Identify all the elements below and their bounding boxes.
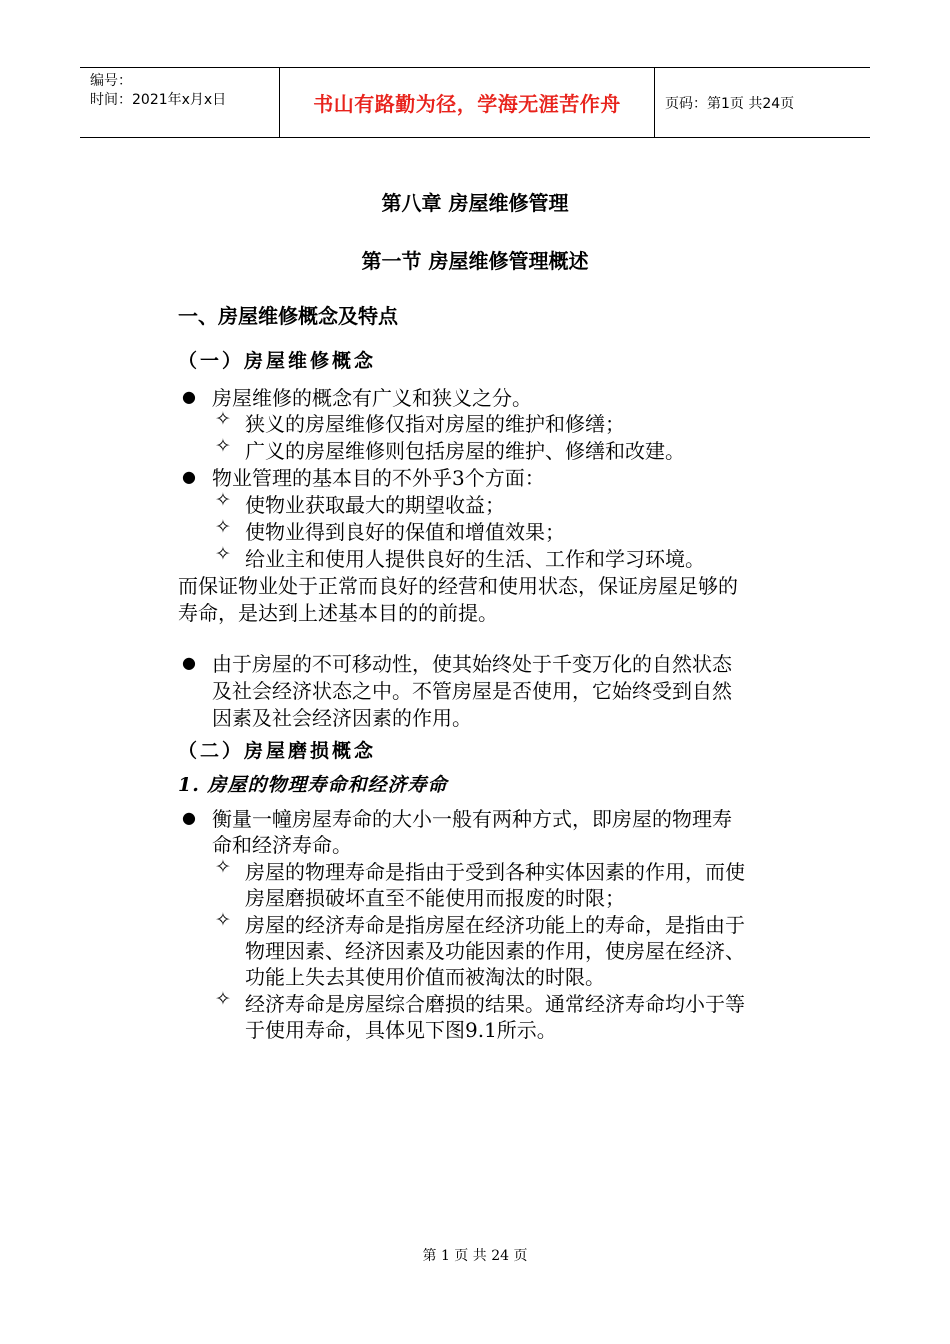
b4-item-2-line: 物理因素、经济因素及功能因素的作用，使房屋在经济、 [245, 939, 745, 963]
bullet-icon: ● [182, 467, 196, 486]
diamond-icon: ✧ [215, 435, 231, 457]
b2-item-3: 给业主和使用人提供良好的生活、工作和学习环境。 [245, 547, 705, 571]
b4-item-2-line: 房屋的经济寿命是指房屋在经济功能上的寿命，是指由于 [245, 913, 745, 937]
diamond-icon: ✧ [215, 408, 231, 430]
b1-item-1: 狭义的房屋维修仅指对房屋的维护和修缮； [245, 412, 625, 436]
b4-item-1-line: 房屋磨损破坏直至不能使用而报废的时限； [245, 886, 625, 910]
diamond-icon: ✧ [215, 909, 231, 931]
b1-item-2: 广义的房屋维修则包括房屋的维护、修缮和改建。 [245, 439, 685, 463]
bullet-3-line: 由于房屋的不可移动性，使其始终处于千变万化的自然状态 [212, 652, 732, 676]
bullet-icon: ● [182, 808, 196, 827]
bullet-4-line: 衡量一幢房屋寿命的大小一般有两种方式，即房屋的物理寿 [212, 807, 732, 831]
bullet-3-line: 因素及社会经济因素的作用。 [212, 706, 472, 730]
chapter-title: 第八章 房屋维修管理 [381, 191, 569, 215]
bullet-2-text: 物业管理的基本目的不外乎3个方面： [212, 466, 545, 490]
header-page-info: 页码：第1页 共24页 [665, 95, 795, 112]
diamond-icon: ✧ [215, 516, 231, 538]
subheading-2: （二）房屋磨损概念 [178, 740, 377, 762]
page-header [80, 67, 870, 138]
b4-item-3-line: 经济寿命是房屋综合磨损的结果。通常经济寿命均小于等 [245, 992, 745, 1016]
b4-item-2-line: 功能上失去其使用价值而被淘汰的时限。 [245, 965, 605, 989]
b2-item-1: 使物业获取最大的期望收益； [245, 493, 505, 517]
diamond-icon: ✧ [215, 489, 231, 511]
b4-item-1-line: 房屋的物理寿命是指由于受到各种实体因素的作用，而使 [245, 860, 745, 884]
paragraph-line: 寿命，是达到上述基本目的的前提。 [178, 601, 498, 625]
b4-item-3-line: 于使用寿命，具体见下图9.1所示。 [245, 1018, 557, 1042]
diamond-icon: ✧ [215, 856, 231, 878]
bullet-icon: ● [182, 387, 196, 406]
number-label: 编号： [90, 73, 132, 89]
item-heading-1: 1. 房屋的物理寿命和经济寿命 [178, 774, 448, 796]
subheading-1: （一）房屋维修概念 [178, 350, 377, 372]
page-footer: 第 1 页 共 24 页 [422, 1248, 528, 1264]
paragraph-line: 而保证物业处于正常而良好的经营和使用状态，保证房屋足够的 [178, 574, 738, 598]
header-motto: 书山有路勤为径，学海无涯苦作舟 [280, 68, 655, 137]
bullet-3-line: 及社会经济状态之中。不管房屋是否使用，它始终受到自然 [212, 679, 732, 703]
diamond-icon: ✧ [215, 543, 231, 565]
bullet-4-line: 命和经济寿命。 [212, 833, 352, 857]
bullet-1-text: 房屋维修的概念有广义和狭义之分。 [212, 386, 532, 410]
header-meta [80, 68, 280, 137]
section-title: 第一节 房屋维修管理概述 [361, 249, 589, 273]
diamond-icon: ✧ [215, 988, 231, 1010]
heading-1: 一、房屋维修概念及特点 [178, 304, 398, 328]
time-label: 时间：2021年x月x日 [90, 92, 227, 108]
b2-item-2: 使物业得到良好的保值和增值效果； [245, 520, 565, 544]
bullet-icon: ● [182, 653, 196, 672]
